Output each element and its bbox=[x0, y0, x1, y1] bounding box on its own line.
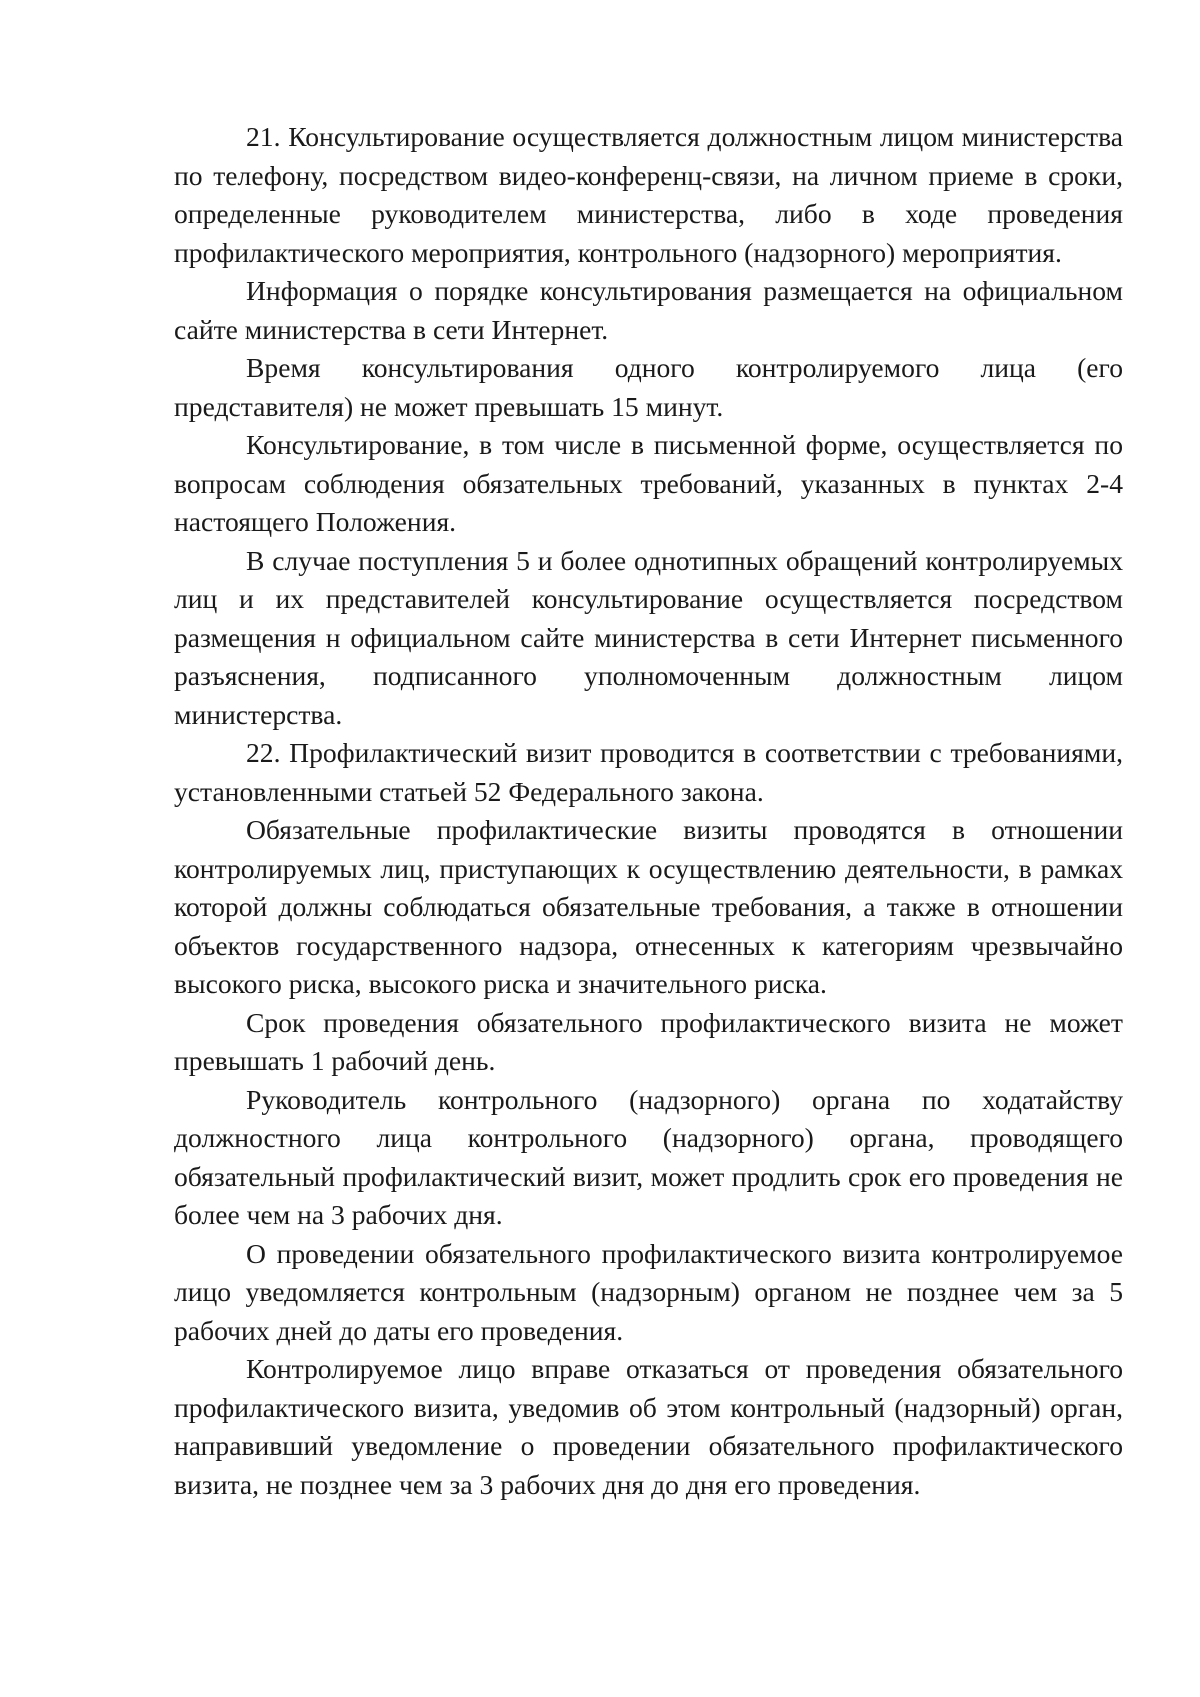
paragraph-22-preventive-visit: 22. Профилактический визит проводится в соответствии с требованиями, установленными статьей 52 Федерального закона. bbox=[174, 737, 1123, 807]
document-body bbox=[174, 118, 1123, 1504]
paragraph-mandatory-visits: Обязательные профилактические визиты проводятся в отношении контролируемых лиц, приступающих к осуществлению деятельности, в рамках которой должны соблюдаться обязательные требования, а также в отношении объектов государственного надзора, отнесенных к категориям чрезвычайно высокого риска, высокого риска и значительного риска. bbox=[174, 814, 1123, 999]
paragraph-visit-extension: Руководитель контрольного (надзорного) органа по ходатайству должностного лица контрольного (надзорного) органа, проводящего обязательный профилактический визит, может продлить срок его проведения не более чем на 3 рабочих дня. bbox=[174, 1083, 1123, 1230]
paragraph-21-consultation: 21. Консультирование осуществляется должностным лицом министерства по телефону, посредством видео-конференц-связи, на личном приеме в сроки, определенные руководителем министерства, либо в ходе проведения профилактического мероприятия, контрольного (надзорного) мероприятия. bbox=[174, 121, 1123, 268]
paragraph-visit-duration: Срок проведения обязательного профилактического визита не может превышать 1 рабочий день. bbox=[174, 1006, 1123, 1076]
paragraph-similar-requests: В случае поступления 5 и более однотипных обращений контролируемых лиц и их представителей консультирование осуществляется посредством размещения н официальном сайте министерства в сети Интернет письменного разъяснения, подписанного уполномоченным должностным лицом министерства. bbox=[174, 544, 1123, 730]
paragraph-consultation-time: Время консультирования одного контролируемого лица (его представителя) не может превышать 15 минут. bbox=[174, 352, 1123, 422]
paragraph-consultation-info: Информация о порядке консультирования размещается на официальном сайте министерства в сети Интернет. bbox=[174, 275, 1123, 345]
paragraph-visit-notification: О проведении обязательного профилактического визита контролируемое лицо уведомляется контрольным (надзорным) органом не позднее чем за 5 рабочих дней до даты его проведения. bbox=[174, 1237, 1123, 1346]
paragraph-written-consultation: Консультирование, в том числе в письменной форме, осуществляется по вопросам соблюдения обязательных требований, указанных в пунктах 2-4 настоящего Положения. bbox=[174, 429, 1123, 537]
paragraph-visit-refusal: Контролируемое лицо вправе отказаться от проведения обязательного профилактического визита, уведомив об этом контрольный (надзорный) орган, направивший уведомление о проведении обязательного профилактического визита, не позднее чем за 3 рабочих дня до дня его проведения. bbox=[174, 1353, 1123, 1500]
